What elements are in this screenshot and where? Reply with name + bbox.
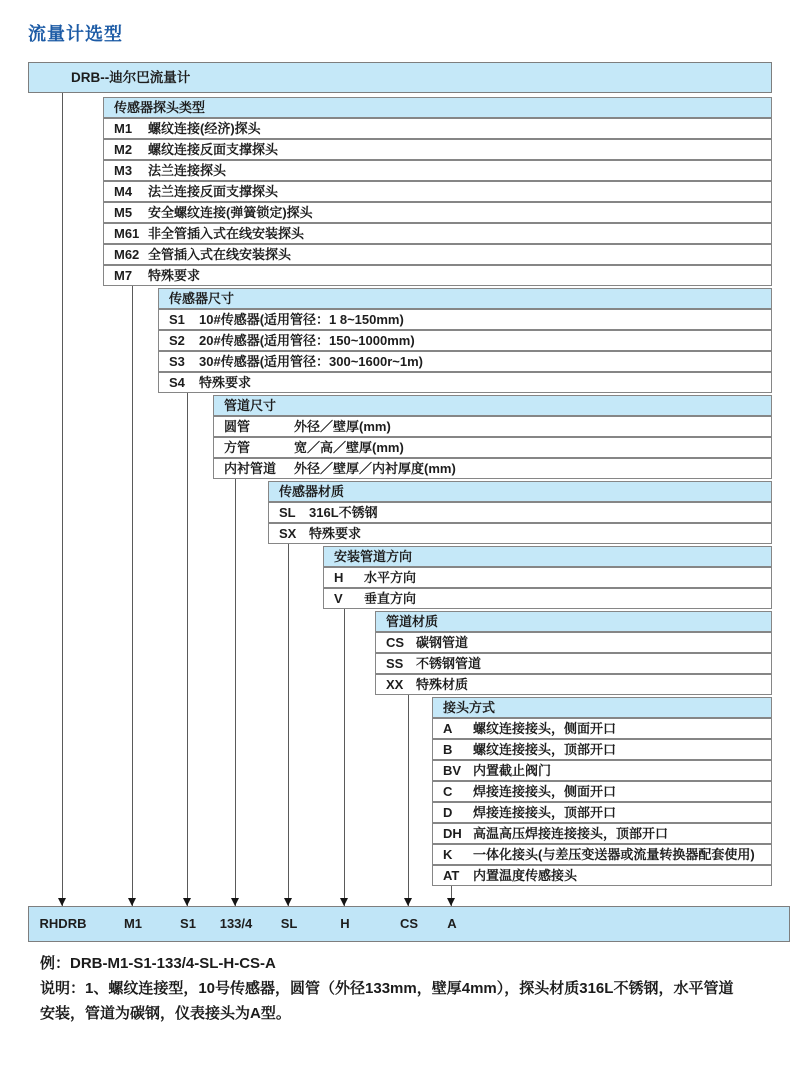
model-prefix-label: DRB--迪尔巴流量计	[71, 70, 191, 85]
option-row	[323, 567, 772, 588]
option-row	[432, 739, 772, 760]
example-block	[40, 951, 780, 1026]
option-row	[375, 632, 772, 653]
option-code: M62	[114, 247, 140, 262]
section-connection-type	[432, 697, 772, 886]
option-row	[103, 160, 772, 181]
option-code: H	[334, 570, 344, 585]
connector-arrow-prefix	[62, 93, 63, 906]
option-desc: 特殊要求	[199, 375, 252, 390]
option-code: SX	[279, 526, 297, 541]
option-desc: 螺纹连接接头，顶部开口	[473, 742, 617, 757]
code-value-probe-type: M1	[123, 916, 143, 931]
option-desc: 宽／高／壁厚(mm)	[294, 440, 404, 455]
option-desc: 碳钢管道	[416, 635, 469, 650]
option-row	[103, 244, 772, 265]
option-row	[103, 265, 772, 286]
example-note2: 安装，管道为碳钢，仪表接头为A型。	[40, 1005, 291, 1022]
option-desc: 316L不锈钢	[309, 505, 378, 520]
model-prefix-box	[28, 62, 772, 93]
option-code: M7	[114, 268, 133, 283]
option-code: CS	[386, 635, 405, 650]
option-code: S4	[169, 375, 185, 390]
option-desc: 全管插入式在线安装探头	[148, 247, 292, 262]
option-row	[103, 118, 772, 139]
option-row	[103, 202, 772, 223]
section-header: 传感器尺寸	[158, 288, 772, 309]
example-line: 例：DRB-M1-S1-133/4-SL-H-CS-A	[40, 955, 276, 972]
code-value-install-direction: H	[340, 916, 350, 931]
option-desc: 螺纹连接接头，侧面开口	[473, 721, 617, 736]
option-row	[432, 823, 772, 844]
code-value-prefix: RHDRB	[39, 916, 87, 931]
option-row	[158, 309, 772, 330]
option-code: M5	[114, 205, 133, 220]
option-row	[375, 653, 772, 674]
option-row	[213, 458, 772, 479]
option-code: BV	[443, 763, 462, 778]
option-code: C	[443, 784, 453, 799]
connector-arrow-probe-type	[132, 286, 133, 906]
option-code: 内衬管道	[224, 461, 277, 476]
option-row	[213, 437, 772, 458]
connector-arrow-sensor-material	[288, 544, 289, 906]
option-desc: 20#传感器(适用管径：150~1000mm)	[199, 333, 415, 348]
code-value-pipe-size: 133/4	[219, 916, 253, 931]
option-desc: 螺纹连接反面支撑探头	[148, 142, 279, 157]
option-desc: 外径／壁厚(mm)	[294, 419, 391, 434]
option-desc: 内置截止阀门	[473, 763, 552, 778]
option-row	[103, 139, 772, 160]
connector-arrow-sensor-size	[187, 393, 188, 906]
option-code: V	[334, 591, 343, 606]
section-header: 传感器材质	[268, 481, 772, 502]
model-code-row	[28, 906, 790, 942]
option-code: S3	[169, 354, 185, 369]
section-install-direction	[323, 546, 772, 609]
option-code: K	[443, 847, 453, 862]
option-desc: 法兰连接探头	[148, 163, 227, 178]
section-sensor-size	[158, 288, 772, 393]
option-desc: 非全管插入式在线安装探头	[148, 226, 305, 241]
option-code: M3	[114, 163, 133, 178]
option-desc: 螺纹连接(经济)探头	[148, 121, 261, 136]
option-desc: 10#传感器(适用管径：1 8~150mm)	[199, 312, 404, 327]
option-row	[158, 351, 772, 372]
option-code: S2	[169, 333, 185, 348]
option-desc: 高温高压焊接连接接头，顶部开口	[473, 826, 669, 841]
option-row	[432, 718, 772, 739]
option-desc: 法兰连接反面支撑探头	[148, 184, 279, 199]
option-desc: 内置温度传感接头	[473, 868, 578, 883]
option-desc: 焊接连接接头，侧面开口	[473, 784, 617, 799]
code-value-sensor-material: SL	[280, 916, 298, 931]
option-code: M1	[114, 121, 133, 136]
option-code: 方管	[224, 440, 251, 455]
section-header: 安装管道方向	[323, 546, 772, 567]
option-row	[432, 802, 772, 823]
option-desc: 特殊材质	[416, 677, 469, 692]
option-row	[432, 781, 772, 802]
section-probe-type	[103, 97, 772, 286]
section-header: 传感器探头类型	[103, 97, 772, 118]
option-desc: 不锈钢管道	[416, 656, 482, 671]
option-code: SL	[279, 505, 296, 520]
option-desc: 垂直方向	[364, 591, 417, 606]
option-row	[375, 674, 772, 695]
section-pipe-size	[213, 395, 772, 479]
option-code: S1	[169, 312, 185, 327]
option-row	[103, 181, 772, 202]
option-row	[103, 223, 772, 244]
option-code: M2	[114, 142, 133, 157]
section-header: 管道尺寸	[213, 395, 772, 416]
page-title: 流量计选型	[28, 24, 123, 44]
option-desc: 一体化接头(与差压变送器或流量转换器配套使用)	[473, 847, 755, 862]
option-desc: 特殊要求	[148, 268, 201, 283]
option-code: B	[443, 742, 453, 757]
option-desc: 外径／壁厚／内衬厚度(mm)	[294, 461, 456, 476]
code-value-sensor-size: S1	[180, 916, 196, 931]
example-note1: 说明：1、螺纹连接型，10号传感器，圆管（外径133mm，壁厚4mm），探头材质316L不锈钢，水平管道	[40, 980, 734, 997]
option-code: DH	[443, 826, 462, 841]
option-code: AT	[443, 868, 460, 883]
code-value-pipe-material: CS	[399, 916, 419, 931]
option-desc: 安全螺纹连接(弹簧锁定)探头	[148, 205, 313, 220]
option-row	[158, 330, 772, 351]
option-desc: 水平方向	[364, 570, 417, 585]
code-value-connection-type: A	[447, 916, 457, 931]
section-sensor-material	[268, 481, 772, 544]
option-code: M4	[114, 184, 133, 199]
option-desc: 特殊要求	[309, 526, 362, 541]
option-row	[213, 416, 772, 437]
section-header: 管道材质	[375, 611, 772, 632]
option-code: SS	[386, 656, 404, 671]
option-desc: 焊接连接接头，顶部开口	[473, 805, 617, 820]
option-code: D	[443, 805, 453, 820]
option-desc: 30#传感器(适用管径：300~1600r~1m)	[199, 354, 423, 369]
connector-arrow-pipe-material	[408, 695, 409, 906]
option-code: A	[443, 721, 453, 736]
option-row	[323, 588, 772, 609]
option-row	[268, 523, 772, 544]
connector-arrow-install-direction	[344, 609, 345, 906]
section-header: 接头方式	[432, 697, 772, 718]
connector-arrow-connection-type	[451, 886, 452, 906]
option-code: 圆管	[224, 419, 251, 434]
option-row	[432, 844, 772, 865]
option-code: M61	[114, 226, 140, 241]
connector-arrow-pipe-size	[235, 479, 236, 906]
option-code: XX	[386, 677, 404, 692]
option-row	[432, 865, 772, 886]
section-pipe-material	[375, 611, 772, 695]
option-row	[432, 760, 772, 781]
option-row	[158, 372, 772, 393]
option-row	[268, 502, 772, 523]
